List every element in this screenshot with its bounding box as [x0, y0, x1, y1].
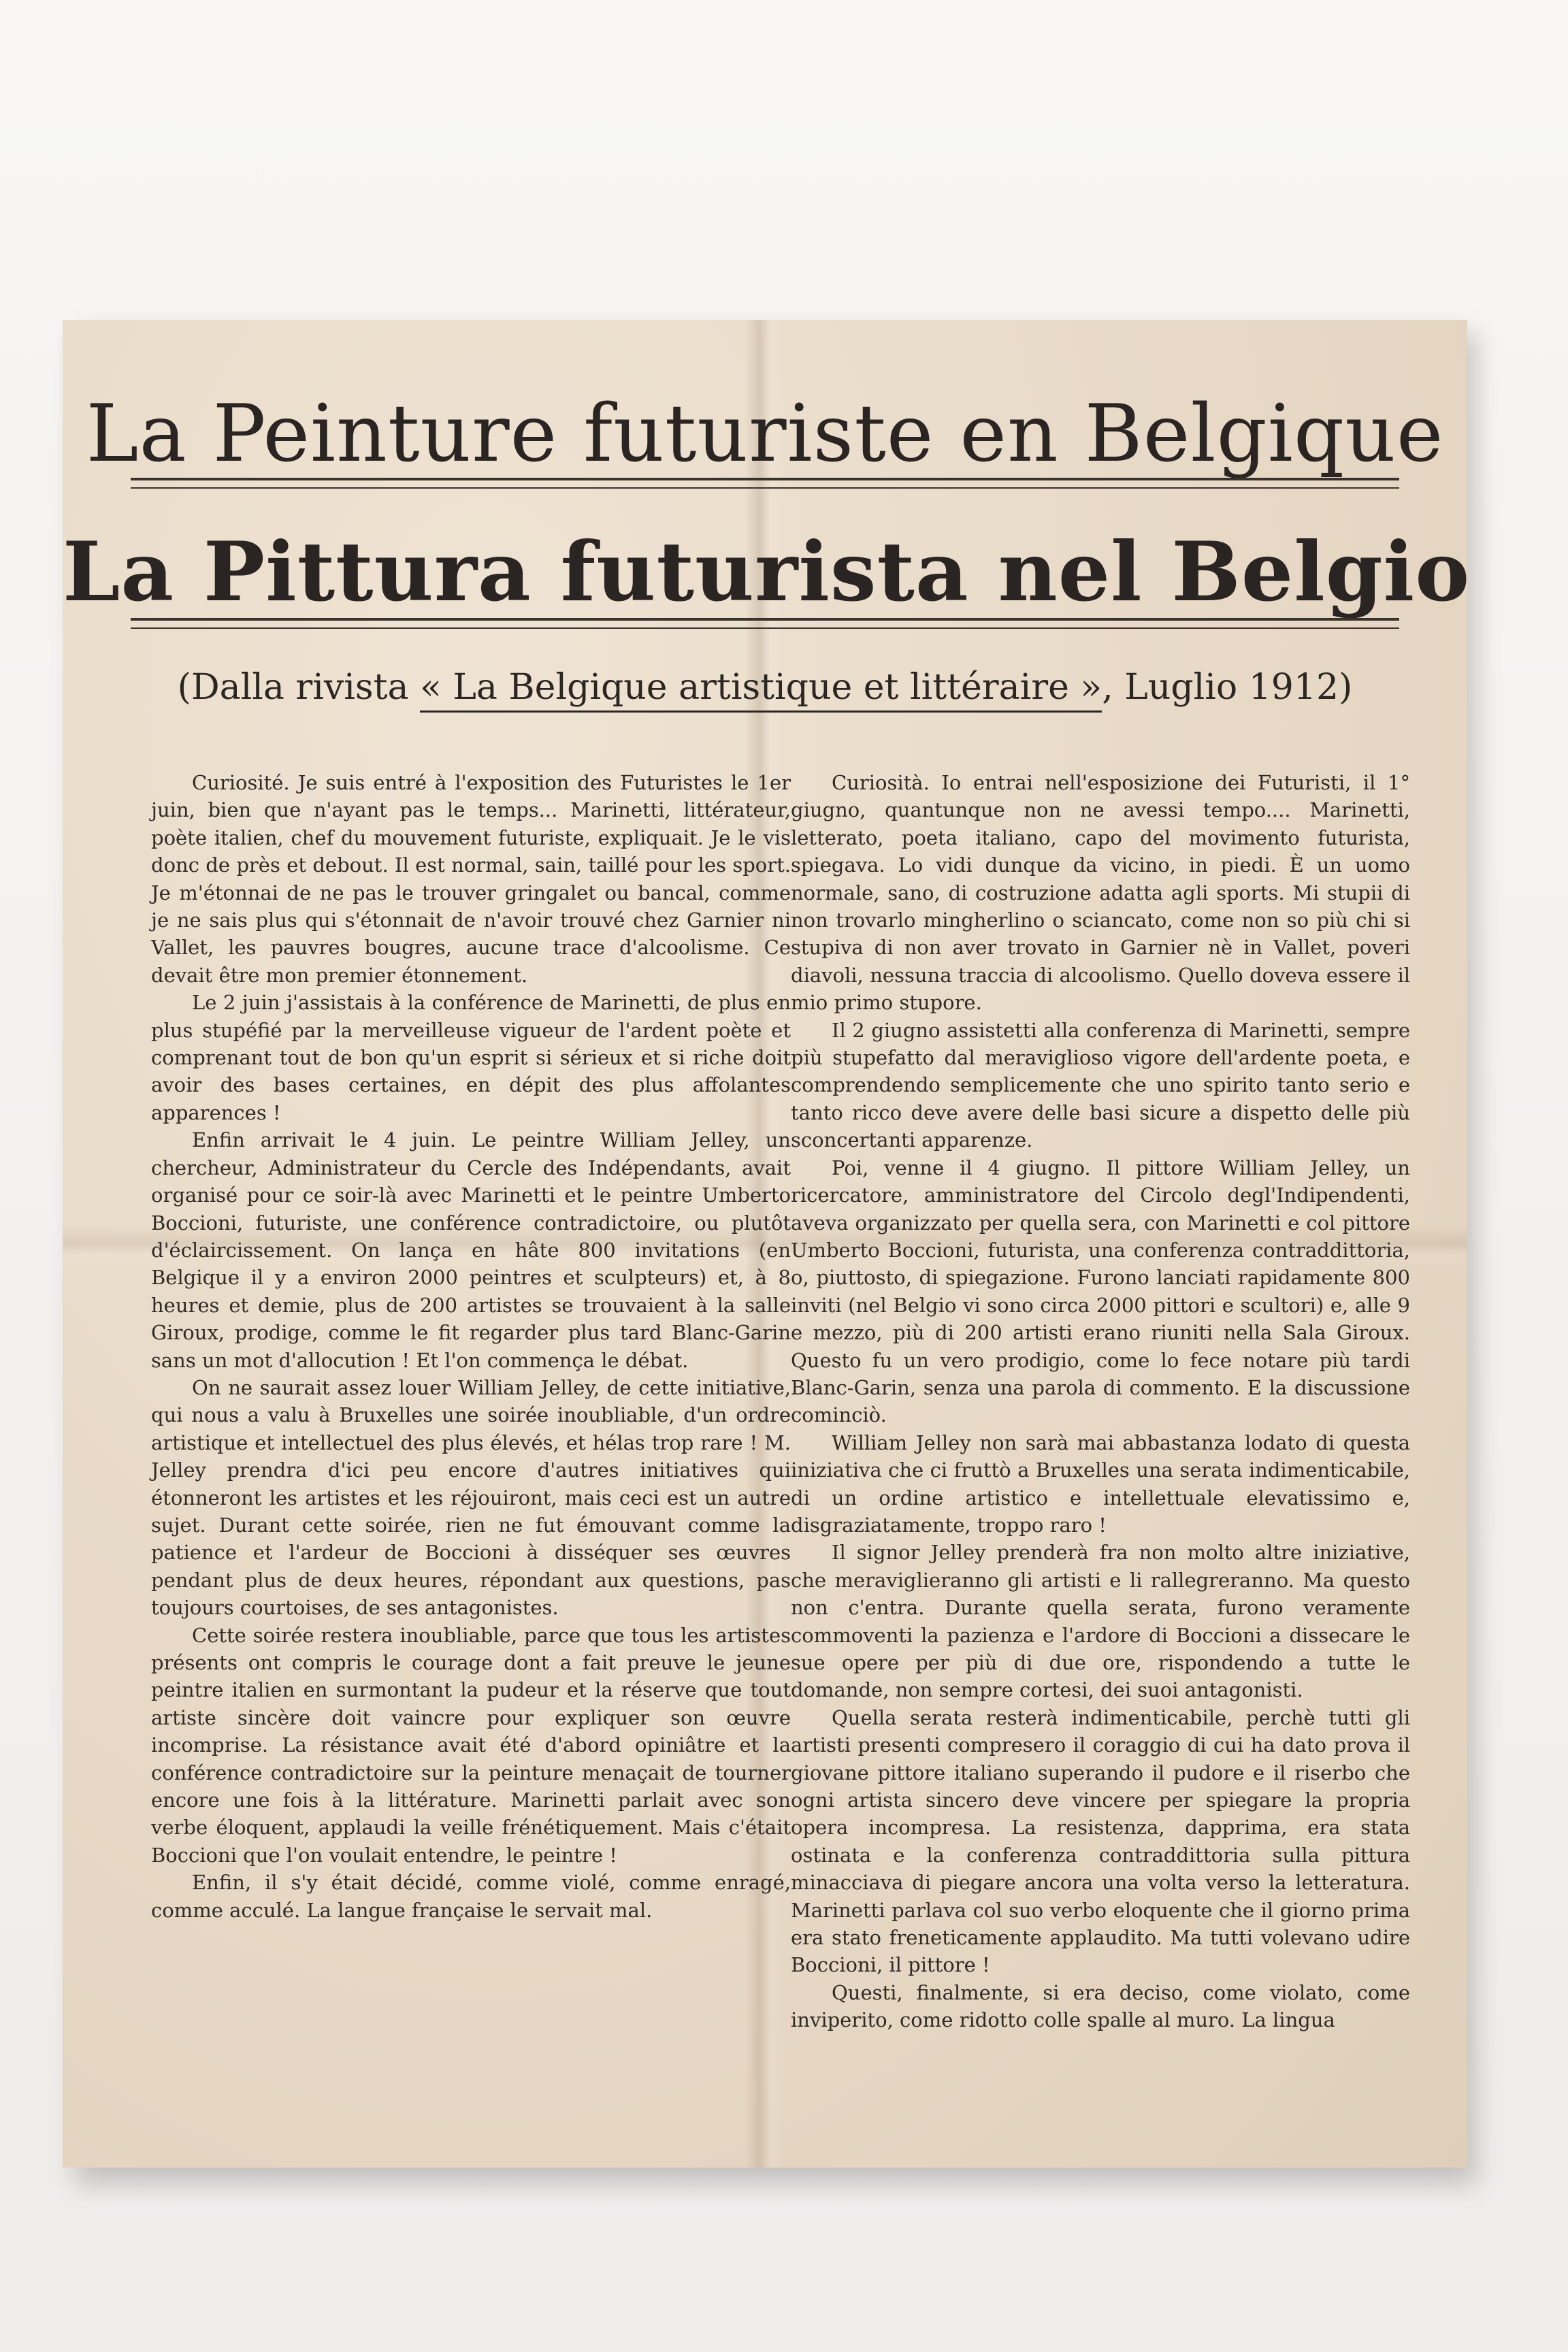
- subtitle-prefix: (Dalla rivista: [177, 667, 421, 708]
- paragraph: Le 2 juin j'assistais à la conférence de Marinetti, de plus en plus stupéfié par la merveilleuse vigueur de l'ardent poète et comprenant tout de bon qu'un esprit si sérieux et si riche doit avoir des bases certaines, en dépit des plus affolantes apparences !: [151, 991, 791, 1124]
- paragraph: Poi, venne il 4 giugno. Il pittore William Jelley, un ricercatore, amministratore del Circolo degl'Indipendenti, aveva organizzato per quella sera, con Marinetti e col pittore Umberto Boccioni, futurista, una conferenza contraddittoria, o, piuttosto, di spiegazione. Furono lanciati rapidamente 800 inviti (nel Belgio vi sono circa 2000 pittori e scultori) e, alle 9 e mezzo, più di 200 artisti erano riuniti nella Sala Giroux. Questo fu un vero prodigio, come lo fece notare più tardi Blanc-Garin, senza una parola di commento. E la discussione cominciò.: [791, 1156, 1410, 1427]
- paragraph: Curiosità. Io entrai nell'esposizione dei Futuristi, il 1° giugno, quantunque non ne avessi tempo.... Marinetti, letterato, poeta italiano, capo del movimento futurista, spiegava. Lo vidi dunque da vicino, in piedi. È un uomo normale, sano, di costruzione adatta agli sports. Mi stupii di non trovarlo mingherlino o sciancato, come non so più chi si stupiva di non aver trovato in Garnier nè in Vallet, poveri diavoli, nessuna traccia di alcoolismo. Quello doveva essere il mio primo stupore.: [791, 771, 1410, 1015]
- paragraph: Cette soirée restera inoubliable, parce que tous les artistes présents ont compris le courage dont a fait preuve le jeune peintre italien en surmontant la pudeur et la réserve que tout artiste sincère doit vaincre pour expliquer son œuvre incomprise. La résistance avait été d'abord opiniâtre et la conférence contradictoire sur la peinture menaçait de tourner encore une fois à la littérature. Marinetti parlait avec son verbe éloquent, applaudi la veille frénétiquement. Mais c'était Boccioni que l'on voulait entendre, le peintre !: [151, 1623, 791, 1867]
- paragraph: William Jelley non sarà mai abbastanza lodato di questa iniziativa che ci fruttò a Bruxelles una serata indimenticabile, di un ordine artistico e intellettuale elevatissimo e, disgraziatamente, troppo raro !: [791, 1431, 1410, 1537]
- title-rule: [131, 618, 1399, 621]
- paragraph: Enfin arrivait le 4 juin. Le peintre William Jelley, un chercheur, Administrateur du Cercle des Indépendants, avait organisé pour ce soir-là avec Marinetti et le peintre Umberto Boccioni, futuriste, une conférence contradictoire, ou plutôt d'éclaircissement. On lança en hâte 800 invitations (en Belgique il y a environ 2000 peintres et sculpteurs) et, à 8 heures et demie, plus de 200 artistes se trouvaient à la salle Giroux, prodige, comme le fit regarder plus tard Blanc-Garin sans un mot d'allocution ! Et l'on commença le débat.: [151, 1128, 791, 1372]
- subtitle-source: « La Belgique artistique et littéraire »: [420, 667, 1102, 713]
- paragraph: On ne saurait assez louer William Jelley, de cette initiative, qui nous a valu à Bruxelles une soirée inoubliable, d'un ordre artistique et intellectuel des plus élevés, et hélas trop rare ! M. Jelley prendra d'ici peu encore d'autres initiatives qui étonneront les artistes et les réjouiront, mais ceci est un autre sujet. Durant cette soirée, rien ne fut émouvant comme la patience et l'ardeur de Boccioni à disséquer ses œuvres pendant plus de deux heures, répondant aux questions, pas toujours courtoises, de ses antagonistes.: [151, 1375, 791, 1620]
- title-rule-thin: [131, 487, 1399, 489]
- paragraph: Il 2 giugno assistetti alla conferenza di Marinetti, sempre più stupefatto dal meraviglioso vigore dell'ardente poeta, e comprendendo semplicemente che uno spirito tanto serio e tanto ricco deve avere delle basi sicure a dispetto delle più sconcertanti apparenze.: [791, 1018, 1410, 1152]
- italian-column: [791, 769, 1410, 2034]
- title-italian: La Pittura futurista nel Belgio: [63, 524, 1471, 620]
- paragraph: Enfin, il s'y était décidé, comme violé, comme enragé, comme acculé. La langue française le servait mal.: [151, 1871, 791, 1922]
- paragraph: Questi, finalmente, si era deciso, come violato, come inviperito, come ridotto colle spalle al muro. La lingua: [791, 1980, 1410, 2032]
- title-rule-thin: [131, 627, 1399, 629]
- paragraph: Curiosité. Je suis entré à l'exposition des Futuristes le 1er juin, bien que n'ayant pas le temps... Marinetti, littérateur, poète italien, chef du mouvement futuriste, expliquait. Je le vis donc de près et debout. Il est normal, sain, taillé pour les sport. Je m'étonnai de ne pas le trouver gringalet ou bancal, comme je ne sais plus qui s'étonnait de n'avoir trouvé chez Garnier ni Vallet, les pauvres bougres, aucune trace d'alcoolisme. Ce devait être mon premier étonnement.: [151, 771, 791, 987]
- subtitle: [63, 667, 1467, 708]
- paragraph: Quella serata resterà indimenticabile, perchè tutti gli artisti presenti compresero il coraggio di cui ha dato prova il giovane pittore italiano superando il pudore e il riserbo che ogni artista sincero deve vincere per spiegare la propria opera incompresa. La resistenza, dapprima, era stata ostinata e la conferenza contraddittoria sulla pittura minacciava di piegare ancora una volta verso la letteratura. Marinetti parlava col suo verbo eloquente che il giorno prima era stato freneticamente applaudito. Ma tutti volevano udire Boccioni, il pittore !: [791, 1705, 1410, 1977]
- newspaper-sheet: [63, 320, 1471, 2168]
- paragraph: Il signor Jelley prenderà fra non molto altre iniziative, che meraviglieranno gli artisti e li rallegreranno. Ma questo non c'entra. Durante quella serata, furono veramente commoventi la pazienza e l'ardore di Boccioni a dissecare le sue opere per più di due ore, rispondendo a tutte le domande, non sempre cortesi, dei suoi antagonisti.: [791, 1541, 1410, 1702]
- title-french: La Peinture futuriste en Belgique: [86, 388, 1444, 480]
- title-rule: [131, 478, 1399, 480]
- french-column: [151, 769, 791, 1924]
- subtitle-suffix: , Luglio 1912): [1102, 667, 1353, 708]
